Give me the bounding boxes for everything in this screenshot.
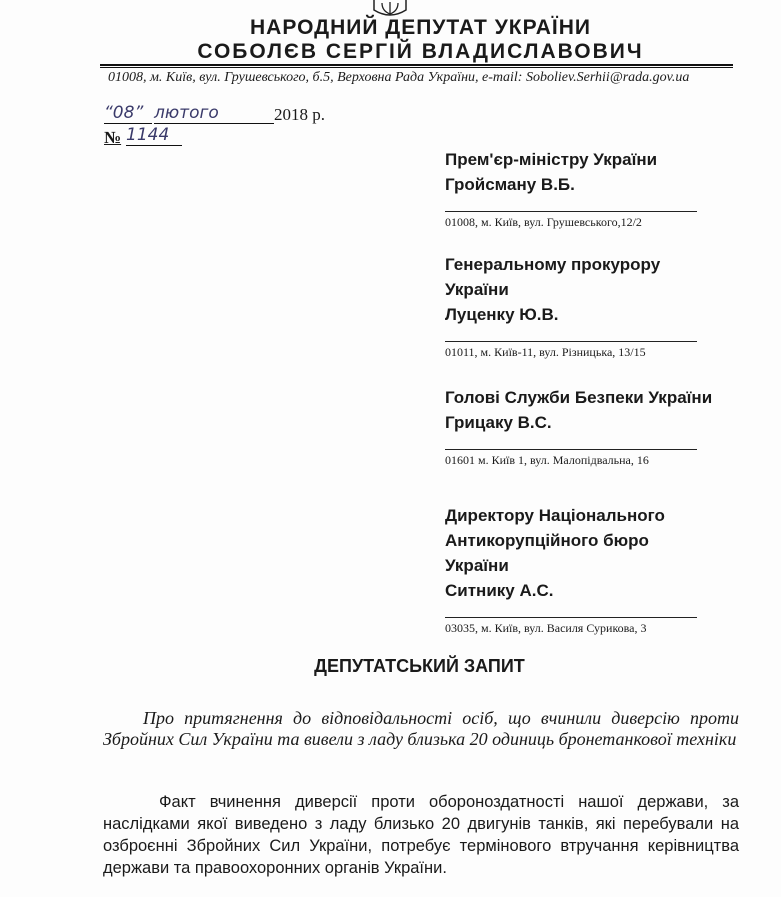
addressee-3 [445,385,712,468]
addressee-line: Ситнику А.С. [445,581,554,600]
addressee-rule [445,449,697,450]
addressee-line: Прем'єр-міністру України [445,150,658,169]
number-sign: № [104,128,122,147]
addressee-rule [445,617,697,618]
header-title: НАРОДНИЙ ДЕПУТАТ УКРАЇНИ [250,16,591,39]
addressee-postal: 01601 м. Київ 1, вул. Малопідвальна, 16 [445,453,649,467]
addressee-postal: 01011, м. Київ-11, вул. Різницька, 13/15 [445,345,646,359]
header-divider-thin [100,67,733,68]
addressee-line: Генеральному прокурору [445,255,661,274]
addressee-line: Луценку Ю.В. [445,305,559,324]
addressee-line: України [445,556,509,575]
document-body: Факт вчинення диверсії проти обороноздатності нашої держави, за наслідками якої виведено з ладу близько 20 двигунів танків, які перебували на озброєнні Збройних Сил України, потребує термінового втручання керівництва держави та правоохоронних органів України. [103,793,739,877]
addressee-4 [445,503,697,636]
document-subject: Про притягнення до відповідальності осіб, що вчинили диверсію проти Збройних Сил України та вивели з ладу близька 20 одиниць бронетанкової техніки [103,708,739,749]
header-divider [100,64,733,66]
addressee-rule [445,211,697,212]
number-value: 1144 [126,125,182,146]
addressee-line: Гройсману В.Б. [445,175,575,194]
addressee-postal: 01008, м. Київ, вул. Грушевського,12/2 [445,215,642,229]
date-year: 2018 р. [274,105,325,124]
addressee-1 [445,147,697,230]
date-month: лютого [154,103,274,124]
addressee-line: Директору Національного [445,506,665,525]
addressee-rule [445,341,697,342]
header-name: СОБОЛЄВ СЕРГІЙ ВЛАДИСЛАВОВИЧ [197,40,644,63]
addressee-line: Голові Служби Безпеки України [445,388,713,407]
date-day: “08” [104,103,152,124]
addressee-line: Антикорупційного бюро [445,531,649,550]
addressee-2 [445,252,697,360]
header-address: 01008, м. Київ, вул. Грушевського, б.5, Верховна Рада України, e-mail: Soboliev.Serhii@rada.gov.ua [108,70,690,85]
addressee-line: України [445,280,509,299]
addressee-line: Грицаку В.С. [445,413,552,432]
document-title: ДЕПУТАТСЬКИЙ ЗАПИТ [314,656,525,676]
addressee-postal: 03035, м. Київ, вул. Василя Сурикова, 3 [445,621,647,635]
